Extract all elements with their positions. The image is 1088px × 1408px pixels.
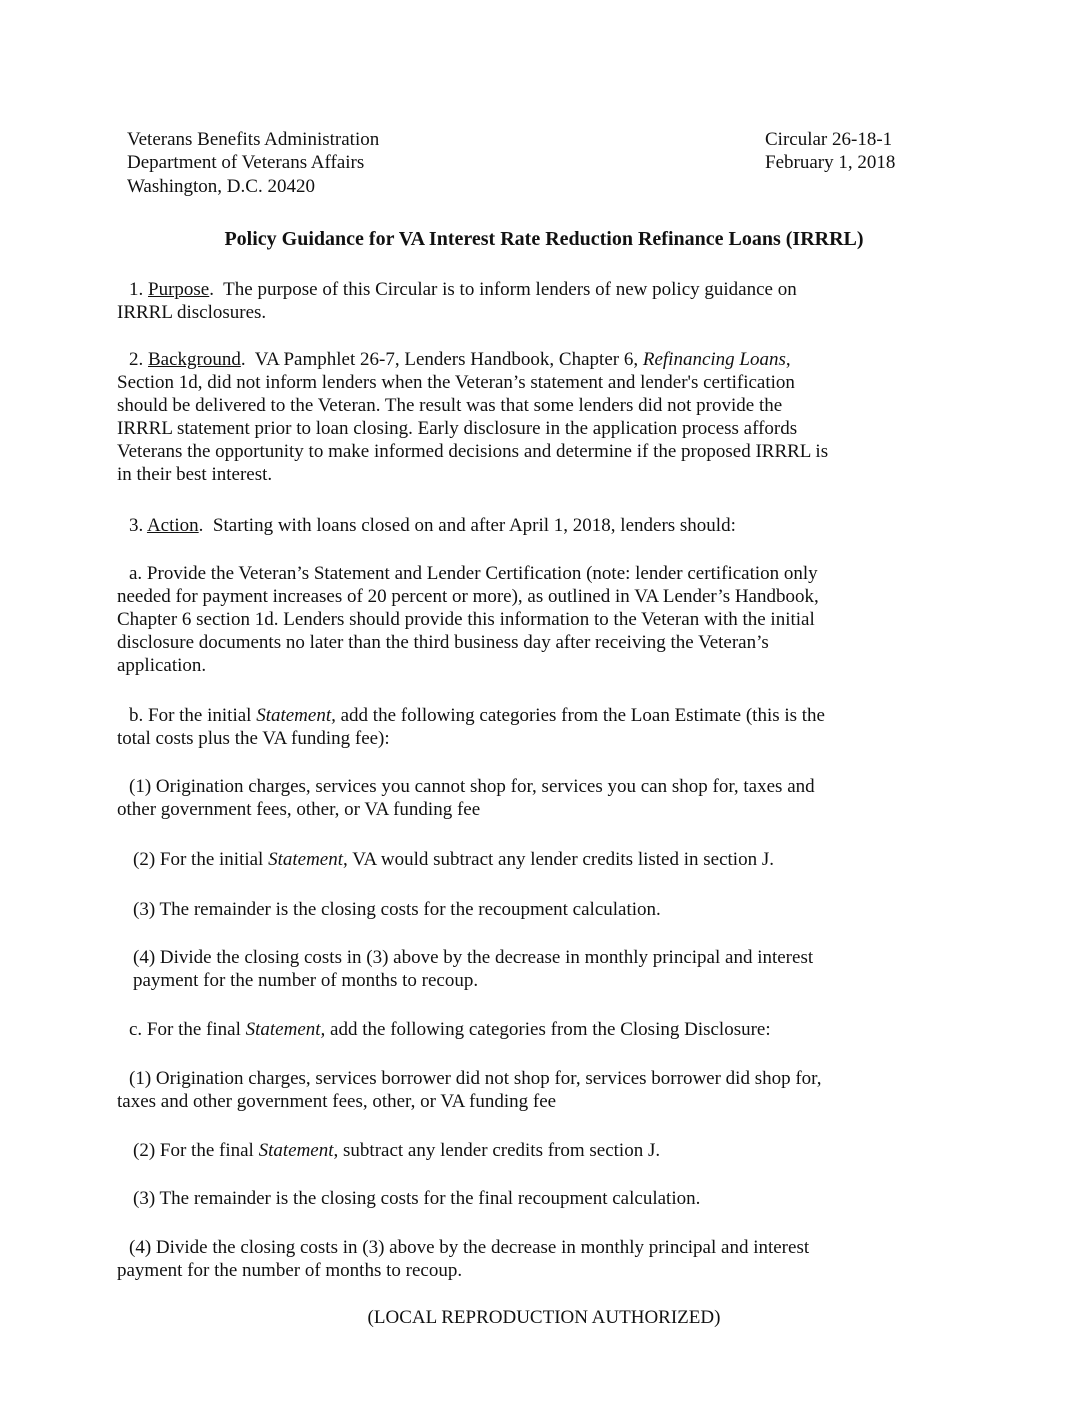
item-b4-line: (4) Divide the closing costs in (3) above by the decrease in monthly principal and interest <box>133 947 814 968</box>
action-paragraph: 3. Action. Starting with loans closed on and after April 1, 2018, lenders should: <box>129 515 736 536</box>
circular-id-block <box>765 128 895 175</box>
italic-text: Refinancing Loans <box>642 349 786 370</box>
purpose-paragraph: 1. Purpose. The purpose of this Circular is to inform lenders of new policy guidance on <box>129 279 797 300</box>
section-number: 1. <box>129 279 144 300</box>
office-line: Washington, D.C. 20420 <box>127 175 315 197</box>
item-c2-line <box>133 1139 943 1162</box>
paragraph-text: add the following categories from the Closing Disclosure: <box>330 1019 771 1040</box>
section-number: 2. <box>129 349 144 370</box>
paragraph-line: application. <box>117 655 207 676</box>
document-title: Policy Guidance for VA Interest Rate Reduction Refinance Loans (IRRRL) <box>224 228 864 250</box>
item-c3-line: (3) The remainder is the closing costs for the final recoupment calculation. <box>133 1188 701 1209</box>
paragraph-line: payment for the number of months to recoup. <box>133 970 479 991</box>
paragraph-text: add the following categories from the Loan Estimate (this is the <box>340 705 825 726</box>
paragraph-line: disclosure documents no later than the third business day after receiving the Veteran’s <box>117 632 769 653</box>
paragraph-text: (2) For the final <box>133 1140 254 1161</box>
paragraph-line: taxes and other government fees, other, or VA funding fee <box>117 1091 557 1112</box>
item-b1-line: (1) Origination charges, services you cannot shop for, services you can shop for, taxes and <box>129 776 815 797</box>
section-heading: Action <box>146 515 199 536</box>
paragraph-text: c. For the final <box>129 1019 241 1040</box>
item-c4-line: (4) Divide the closing costs in (3) above by the decrease in monthly principal and interest <box>129 1237 810 1258</box>
background-paragraph: 2. Background. VA Pamphlet 26-7, Lenders Handbook, Chapter 6, Refinancing Loans, <box>129 349 791 370</box>
italic-text: Statement <box>268 849 344 870</box>
item-a-line: a. Provide the Veteran’s Statement and Lender Certification (note: lender certification only <box>129 563 818 584</box>
reproduction-footer: (LOCAL REPRODUCTION AUTHORIZED) <box>367 1307 721 1328</box>
section-heading: Background <box>148 349 241 370</box>
office-line: Veterans Benefits Administration <box>127 129 380 150</box>
paragraph-text: Starting with loans closed on and after April 1, 2018, lenders should: <box>212 515 736 536</box>
paragraph-text: The purpose of this Circular is to inform lenders of new policy guidance on <box>223 279 797 300</box>
italic-text: Statement, <box>245 1019 326 1040</box>
paragraph-line: Chapter 6 section 1d. Lenders should provide this information to the Veteran with the initial <box>117 609 815 630</box>
circular-date: February 1, 2018 <box>765 152 896 174</box>
issuing-office-block <box>127 128 379 198</box>
italic-text: Statement <box>258 1140 334 1161</box>
paragraph-line: needed for payment increases of 20 percent or more), as outlined in VA Lender’s Handbook, <box>117 586 819 607</box>
item-c-line <box>117 1018 939 1041</box>
italic-text: Statement, <box>256 705 336 726</box>
section-number: 3. <box>129 515 144 536</box>
paragraph-text: , subtract any lender credits from section J. <box>333 1140 661 1161</box>
paragraph-text: , VA would subtract any lender credits listed in section J. <box>343 849 774 870</box>
item-b2-line <box>133 848 943 871</box>
paragraph-line: Section 1d, did not inform lenders when the Veteran’s statement and lender's certification <box>117 372 795 393</box>
circular-number: Circular 26-18-1 <box>765 129 893 150</box>
paragraph-line: other government fees, other, or VA funding fee <box>117 799 481 820</box>
paragraph-line: in their best interest. <box>117 464 273 485</box>
paragraph-line: Veterans the opportunity to make informed decisions and determine if the proposed IRRRL is <box>117 441 829 462</box>
paragraph-line: total costs plus the VA funding fee): <box>117 728 390 749</box>
paragraph-line: payment for the number of months to recoup. <box>117 1260 463 1281</box>
item-b-line <box>117 704 939 727</box>
paragraph-text: (2) For the initial <box>133 849 264 870</box>
paragraph-text: VA Pamphlet 26-7, Lenders Handbook, Chapter 6, <box>254 349 639 370</box>
office-line: Department of Veterans Affairs <box>127 152 365 174</box>
punctuation: , <box>785 349 791 370</box>
paragraph-text: b. For the initial <box>129 705 252 726</box>
paragraph-line: should be delivered to the Veteran. The result was that some lenders did not provide the <box>117 395 783 416</box>
section-heading: Purpose <box>148 279 210 300</box>
paragraph-line: IRRRL disclosures. <box>117 302 267 323</box>
paragraph-line: IRRRL statement prior to loan closing. Early disclosure in the application process affords <box>117 418 798 439</box>
item-c1-line: (1) Origination charges, services borrower did not shop for, services borrower did shop for, <box>129 1068 822 1089</box>
item-b3-line: (3) The remainder is the closing costs for the recoupment calculation. <box>133 899 661 920</box>
